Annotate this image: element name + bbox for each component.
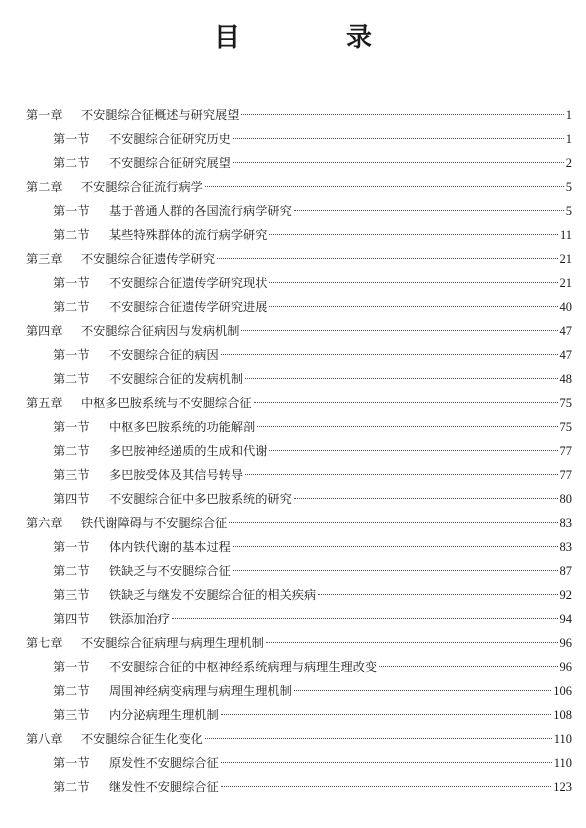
entry-title: 不安腿综合征的病因 <box>109 348 219 362</box>
entry-number: 第三节 <box>53 588 90 602</box>
page-number: 96 <box>559 636 572 650</box>
page-number: 5 <box>565 180 572 194</box>
entry-number: 第三节 <box>53 468 90 482</box>
toc-section-entry <box>26 127 572 151</box>
toc-section-entry <box>26 607 572 631</box>
page-number: 48 <box>559 372 572 386</box>
entry-title: 不安腿综合征中多巴胺系统的研究 <box>109 492 292 506</box>
entry-title: 原发性不安腿综合征 <box>109 756 219 770</box>
toc-chapter-entry <box>26 103 572 127</box>
page-number: 47 <box>559 324 572 338</box>
dot-leader <box>217 258 557 259</box>
dot-leader <box>269 282 557 283</box>
entry-number: 第一节 <box>53 276 90 290</box>
toc-section-entry <box>26 751 572 775</box>
entry-number: 第一节 <box>53 132 90 146</box>
entry-number: 第四章 <box>26 324 63 338</box>
page-number: 77 <box>559 444 572 458</box>
entry-title: 多巴胺神经递质的生成和代谢 <box>109 444 268 458</box>
toc-section-entry <box>26 655 572 679</box>
dot-leader <box>221 786 552 787</box>
toc-section-entry <box>26 487 572 511</box>
entry-title: 内分泌病理生理机制 <box>109 708 219 722</box>
dot-leader <box>294 498 558 499</box>
dot-leader <box>205 186 564 187</box>
entry-number: 第四节 <box>53 492 90 506</box>
page-number: 92 <box>559 588 572 602</box>
entry-number: 第二节 <box>53 444 90 458</box>
dot-leader <box>266 642 558 643</box>
page-number: 96 <box>559 660 572 674</box>
entry-title: 中枢多巴胺系统与不安腿综合征 <box>81 396 252 410</box>
toc-section-entry <box>26 439 572 463</box>
dot-leader <box>318 594 557 595</box>
page-number: 77 <box>559 468 572 482</box>
toc-section-entry <box>26 583 572 607</box>
entry-title: 基于普通人群的各国流行病学研究 <box>109 204 292 218</box>
entry-title: 周围神经病变病理与病理生理机制 <box>109 684 292 698</box>
entry-title: 不安腿综合征遗传学研究现状 <box>109 276 268 290</box>
entry-number: 第七章 <box>26 636 63 650</box>
dot-leader <box>269 234 558 235</box>
entry-title: 不安腿综合征流行病学 <box>81 180 203 194</box>
entry-number: 第四节 <box>53 612 90 626</box>
page-number: 5 <box>565 204 572 218</box>
entry-number: 第五章 <box>26 396 63 410</box>
entry-title: 继发性不安腿综合征 <box>109 780 219 794</box>
toc-chapter-entry <box>26 247 572 271</box>
dot-leader <box>257 426 557 427</box>
toc-section-entry <box>26 559 572 583</box>
entry-title: 多巴胺受体及其信号转导 <box>109 468 244 482</box>
entry-number: 第二节 <box>53 564 90 578</box>
page-number: 47 <box>559 348 572 362</box>
table-of-contents <box>26 103 572 799</box>
entry-number: 第二节 <box>53 780 90 794</box>
entry-number: 第二章 <box>26 180 63 194</box>
toc-section-entry <box>26 703 572 727</box>
entry-number: 第三节 <box>53 708 90 722</box>
dot-leader <box>269 450 557 451</box>
toc-section-entry <box>26 367 572 391</box>
toc-section-entry <box>26 679 572 703</box>
entry-number: 第六章 <box>26 516 63 530</box>
page-number: 110 <box>553 756 572 770</box>
entry-title: 不安腿综合征遗传学研究进展 <box>109 300 268 314</box>
page-number: 110 <box>553 732 572 746</box>
dot-leader <box>233 138 564 139</box>
dot-leader <box>241 330 557 331</box>
entry-title: 铁缺乏与继发不安腿综合征的相关疾病 <box>109 588 317 602</box>
page-number: 83 <box>559 516 572 530</box>
dot-leader <box>294 210 564 211</box>
entry-number: 第八章 <box>26 732 63 746</box>
dot-leader <box>233 570 558 571</box>
page-title: 目 录 <box>213 23 412 53</box>
dot-leader <box>233 546 558 547</box>
page-number: 21 <box>559 252 572 266</box>
entry-title: 铁缺乏与不安腿综合征 <box>109 564 231 578</box>
toc-chapter-entry <box>26 319 572 343</box>
toc-chapter-entry <box>26 631 572 655</box>
entry-number: 第一节 <box>53 756 90 770</box>
dot-leader <box>269 306 557 307</box>
page-number: 75 <box>559 420 572 434</box>
dot-leader <box>221 762 552 763</box>
dot-leader <box>205 738 552 739</box>
dot-leader <box>241 114 563 115</box>
toc-section-entry <box>26 535 572 559</box>
page-number: 1 <box>565 132 572 146</box>
entry-title: 中枢多巴胺系统的功能解剖 <box>109 420 256 434</box>
toc-section-entry <box>26 271 572 295</box>
toc-section-entry <box>26 199 572 223</box>
entry-number: 第二节 <box>53 684 90 698</box>
dot-leader <box>229 522 557 523</box>
dot-leader <box>294 690 551 691</box>
entry-number: 第二节 <box>53 228 90 242</box>
page-number: 123 <box>553 780 572 794</box>
toc-chapter-entry <box>26 391 572 415</box>
entry-title: 铁代谢障碍与不安腿综合征 <box>81 516 228 530</box>
toc-chapter-entry <box>26 511 572 535</box>
page-number: 106 <box>553 684 572 698</box>
entry-title: 不安腿综合征的中枢神经系统病理与病理生理改变 <box>109 660 378 674</box>
dot-leader <box>245 378 557 379</box>
dot-leader <box>172 618 558 619</box>
entry-number: 第一节 <box>53 660 90 674</box>
dot-leader <box>221 714 552 715</box>
entry-number: 第一节 <box>53 348 90 362</box>
page-number: 83 <box>559 540 572 554</box>
page-number: 1 <box>565 108 572 122</box>
toc-chapter-entry <box>26 727 572 751</box>
page-number: 21 <box>559 276 572 290</box>
toc-section-entry <box>26 343 572 367</box>
entry-number: 第二节 <box>53 156 90 170</box>
dot-leader <box>233 162 564 163</box>
entry-title: 铁添加治疗 <box>109 612 170 626</box>
page-number: 40 <box>559 300 572 314</box>
page-number: 108 <box>553 708 572 722</box>
entry-title: 不安腿综合征病理与病理生理机制 <box>81 636 264 650</box>
page-number: 94 <box>559 612 572 626</box>
entry-number: 第一节 <box>53 420 90 434</box>
dot-leader <box>254 402 558 403</box>
toc-section-entry <box>26 223 572 247</box>
page-number: 80 <box>559 492 572 506</box>
toc-section-entry <box>26 463 572 487</box>
toc-section-entry <box>26 295 572 319</box>
toc-chapter-entry <box>26 175 572 199</box>
dot-leader <box>379 666 557 667</box>
entry-title: 不安腿综合征研究历史 <box>109 132 231 146</box>
page-number: 11 <box>559 228 572 242</box>
toc-section-entry <box>26 415 572 439</box>
dot-leader <box>245 474 557 475</box>
entry-number: 第二节 <box>53 300 90 314</box>
dot-leader <box>221 354 558 355</box>
page-number: 2 <box>565 156 572 170</box>
entry-title: 不安腿综合征研究展望 <box>109 156 231 170</box>
page-number: 75 <box>559 396 572 410</box>
entry-title: 不安腿综合征概述与研究展望 <box>81 108 240 122</box>
entry-title: 不安腿综合征的发病机制 <box>109 372 244 386</box>
entry-title: 不安腿综合征病因与发病机制 <box>81 324 240 338</box>
entry-number: 第二节 <box>53 372 90 386</box>
entry-title: 某些特殊群体的流行病学研究 <box>109 228 268 242</box>
toc-section-entry <box>26 775 572 799</box>
entry-number: 第一节 <box>53 540 90 554</box>
entry-title: 体内铁代谢的基本过程 <box>109 540 231 554</box>
entry-number: 第三章 <box>26 252 63 266</box>
entry-number: 第一节 <box>53 204 90 218</box>
toc-section-entry <box>26 151 572 175</box>
entry-title: 不安腿综合征生化变化 <box>81 732 203 746</box>
entry-title: 不安腿综合征遗传学研究 <box>81 252 216 266</box>
entry-number: 第一章 <box>26 108 63 122</box>
page-number: 87 <box>559 564 572 578</box>
